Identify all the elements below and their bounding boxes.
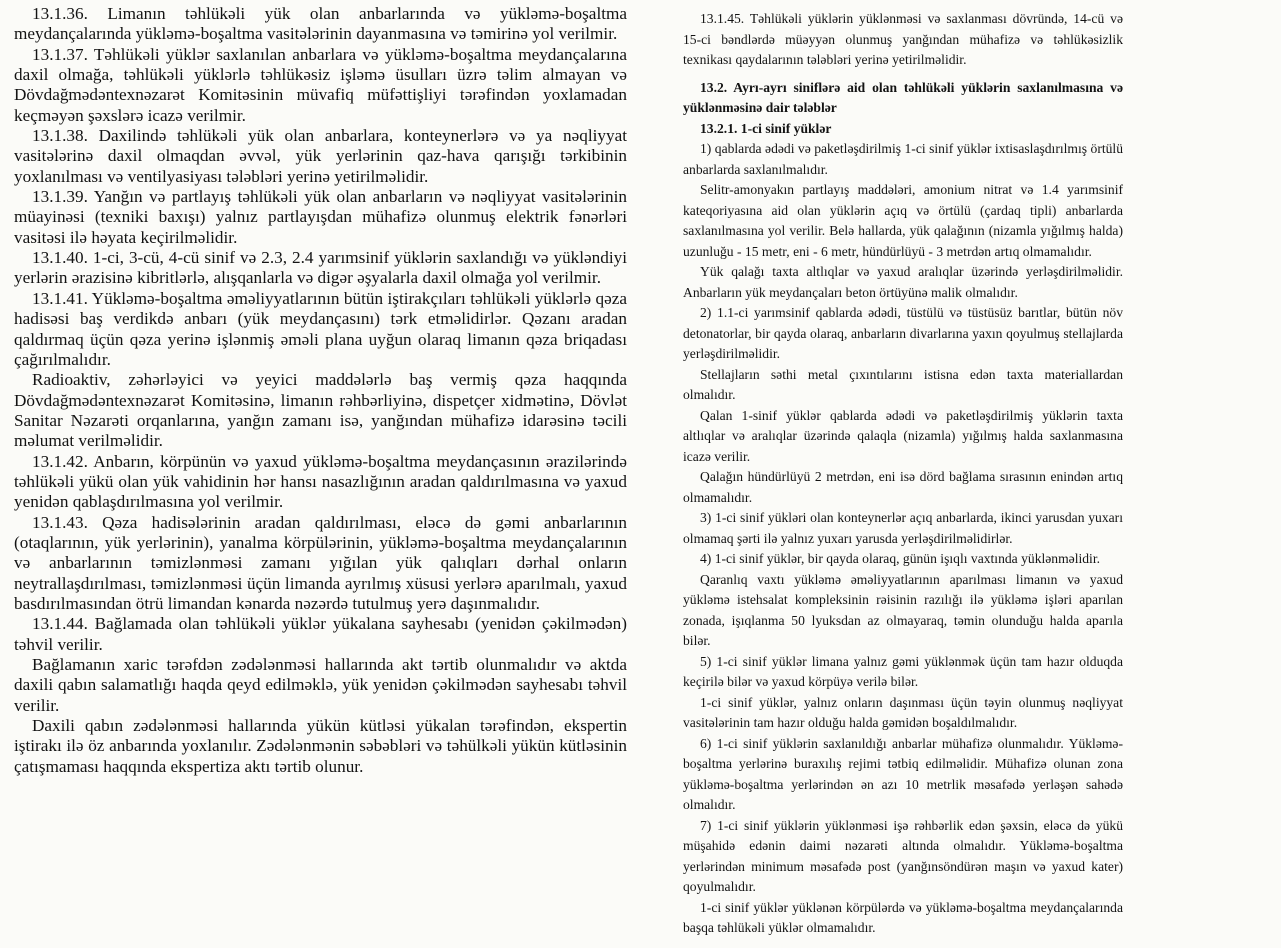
para-1ci-dasinma: 1-ci sinif yüklər, yalnız onların daşınması üçün təyin olunmuş nəqliyyat vasitələrinin tam hazır olduğu halda gəmidən boşaldılmalıdır. — [683, 694, 1123, 730]
para-item-3: 3) 1-ci sinif yükləri olan konteynerlər açıq anbarlarda, ikinci yarusdan yuxarı olmamaq şərti ilə yalnız yuxarı yarusda yerləşdirilməlidirlər. — [683, 510, 1123, 546]
para-item-6: 6) 1-ci sinif yüklərin saxlanıldığı anbarlar mühafizə olunmalıdır. Yükləmə-boşaltma yerlərinə buraxılış rejimi tətbiq edilməlidir. Mühafizə olunan zona yükləmə-boşaltma yerlərindən ən azı 10 metrlik məsafədə yerləşən sahədə olmalıdır. — [683, 735, 1123, 812]
para-yuk-qalagi: Yük qalağı taxta altlıqlar və yaxud aralıqlar üzərində yerləşdirilməlidir. Anbarların yük meydançaları beton örtüyünə malik olmalıdır. — [683, 264, 1123, 300]
para-item-5: 5) 1-ci sinif yüklər limana yalnız gəmi yüklənmək üçün tam hazır olduqda keçirilə bilər və yaxud körpüyə verilə bilər. — [683, 653, 1123, 689]
para-item-7: 7) 1-ci sinif yüklərin yüklənməsi işə rəhbərlik edən şəxsin, eləcə də yükü müşahidə edənin daimi nəzarəti altında olmalıdır. Yükləmə-boşaltma yerlərindən minimum məsafədə post (yanğınsöndürən maşın və yaxud kater) qoyulmalıdır. — [683, 817, 1123, 894]
para-13-1-38: 13.1.38. Daxilində təhlükəli yük olan anbarlara, konteynerlərə və ya nəqliyyat vasitələrinə daxil olmaqdan əvvəl, yük yerlərinin qaz-hava qarışığı tərkibinin yoxlanılması və ventilyasiyası tələbləri yerinə yetirilməlidir. — [14, 126, 627, 186]
para-13-1-41: 13.1.41. Yükləmə-boşaltma əməliyyatlarının bütün iştirakçıları təhlükəli yüklərlə qəza hadisəsi baş verdikdə anbarı (yük meydançasını) tərk etməlidirlər. Qəzanı aradan qaldırmaq üçün qəza yerinə işlənmiş əməli plana uyğun olaraq limanın qəza briqadası çağırılmalıdır. — [14, 288, 627, 369]
para-item-4: 4) 1-ci sinif yüklər, bir qayda olaraq, günün işıqlı vaxtında yüklənməlidir. — [700, 551, 1101, 566]
para-13-1-39: 13.1.39. Yanğın və partlayış təhlükəli yük olan anbarların və nəqliyyat vasitələrinin müayinəsi (texniki baxışı) yalnız partlayışdan mühafizə olunmuş elektrik fənərləri vasitəsi ilə həyata keçirilməlidir. — [14, 187, 627, 247]
para-13-1-45: 13.1.45. Təhlükəli yüklərin yüklənməsi və saxlanması dövründə, 14-cü və 15-ci bəndlərdə müəyyən olunmuş yanğından mühafizə və təhlükəsizlik texnikası qaydalarının tələbləri yerinə yetirilməlidir. — [683, 11, 1123, 67]
para-daxili-qabin: Daxili qabın zədələnməsi hallarında yükün kütləsi yükalan tərəfindən, ekspertin iştirakı ilə öz anbarında yoxlanılır. Zədələnmənin səbəbləri və təhülkəli yükün kütləsinin çatışmaması haqqında ekspertiza aktı tərtib olunur. — [14, 716, 627, 776]
left-page-column — [14, 4, 627, 777]
para-13-1-44: 13.1.44. Bağlamada olan təhlükəli yüklər yükalana sayhesabı (yenidən çəkilmədən) təhvil verilir. — [14, 614, 627, 654]
para-item-2: 2) 1.1-ci yarımsinif qablarda ədədi, tüstülü və tüstüsüz barıtlar, bütün növ detonatorlar, bir qayda olaraq, anbarların divarlarına yaxın qoyulmuş stellajlarda yerləşdirilməlidir. — [683, 305, 1123, 361]
para-selitr: Selitr-amonyakın partlayış maddələri, amonium nitrat və 1.4 yarımsinif kateqoriyasına aid olan yüklərin açıq və örtülü (çardaq tipli) anbarlarda saxlanılmasına yol verilir. Belə hallarda, yük qalağının (nizamla yığılmış halda) uzunluğu - 15 metr, eni - 6 metr, hündürlüyü - 3 metrdən artıq olmamalıdır. — [683, 182, 1123, 259]
para-baglamanin: Bağlamanın xaric tərəfdən zədələnməsi hallarında akt tərtib olunmalıdır və aktda daxili qabın salamatlığı haqda qeyd edilməklə, yük yenidən çəkilmədən sayhesabı təhvil verilir. — [14, 655, 627, 715]
para-qalagin: Qalağın hündürlüyü 2 metrdən, eni isə dörd bağlama sırasının enindən artıq olmamalıdır. — [683, 469, 1123, 505]
para-13-1-36: 13.1.36. Limanın təhlükəli yük olan anbarlarında və yükləmə-boşaltma meydançalarında yükləmə-boşaltma vasitələrinin dayanmasına və təmirinə yol verilmir. — [14, 4, 627, 44]
para-stellajlarin: Stellajların səthi metal çıxıntılarını istisna edən taxta materiallardan olmalıdır. — [683, 366, 1123, 402]
heading-13-2-1: 13.2.1. 1-ci sinif yüklər — [700, 120, 832, 136]
para-13-1-43: 13.1.43. Qəza hadisələrinin aradan qaldırılması, eləcə də gəmi anbarlarının (otaqlarının, yük yerlərinin), yanalma körpülərinin, yükləmə-boşaltma meydançalarının və anbarlarının təmizlənməsi zamanı yığılan yük qalıqları dərhal onların neytrallaşdırılması, təmizlənməsi üçün limanda ayrılmış xüsusi yerlərə aparılmalı, yaxud basdırılmasından ötrü limandan kənarda nəzərdə tutulmuş yerə daşınmalıdır. — [14, 512, 627, 613]
para-13-1-37: 13.1.37. Təhlükəli yüklər saxlanılan anbarlara və yükləmə-boşaltma meydançalarına daxil olmağa, təhlükəli yüklərlə təhlükəsiz işləmə üsulları üzrə təlim almayan və Dövdağmədəntexnəzarət Komitəsinin müvafiq müfəttişliyi tərəfindən yoxlamadan keçməyən şəxslərə icazə verilmir. — [14, 44, 627, 125]
para-13-1-42: 13.1.42. Anbarın, körpünün və yaxud yükləmə-boşaltma meydançasının ərazilərində təhlükəli yükü olan yük vahidinin hər hansı nasazlığının aradan qaldırılmasına və yaxud yenidən qablaşdırılmasına yol verilmir. — [14, 451, 627, 512]
para-qalan: Qalan 1-sinif yüklər qablarda ədədi və paketləşdirilmiş yüklərin taxta altlıqlar və aralıqlar üzərində qalaqla (nizamla) yığılmış halda saxlanmasına icazə verilir. — [683, 407, 1123, 464]
para-13-1-40: 13.1.40. 1-ci, 3-cü, 4-cü sinif və 2.3, 2.4 yarımsinif yüklərin saxlandığı və yükləndiyi yerlərin ərazisinə kibritlərlə, alışqanlarla və digər əşyalarla daxil olmağa yol verilmir. — [14, 248, 627, 288]
para-1ci-korpulerde: 1-ci sinif yüklər yüklənən körpülərdə və yükləmə-boşaltma meydançalarında başqa təhlükəli yüklər olmamalıdır. — [683, 899, 1123, 935]
para-qaranliq: Qaranlıq vaxtı yükləmə əməliyyatlarının aparılması limanın və yaxud yükləmə istehsalat kompleksinin rəisinin razılığı ilə yükləmə işləri aparılan zonada, işıqlanma 50 lyuksdan az olmayaraq, təmin olunduğu halda aparıla bilər. — [683, 571, 1123, 648]
right-page-column — [683, 9, 1123, 939]
heading-13-2: 13.2. Ayrı-ayrı siniflərə aid olan təhlükəli yüklərin saxlanılmasına və yüklənməsinə dair tələblər — [683, 79, 1123, 115]
para-item-1: 1) qablarda ədədi və paketləşdirilmiş 1-ci sinif yüklər ixtisaslaşdırılmış örtülü anbarlarda saxlanılmalıdır. — [683, 141, 1123, 177]
para-radioaktiv: Radioaktiv, zəhərləyici və yeyici maddələrlə baş vermiş qəza haqqında Dövdağmədəntexnəzarət Komitəsinə, limanın rəhbərliyinə, dispetçer xidmətinə, Dövlət Sanitar Nəzarəti orqanlarına, yanğın zamanı isə, yanğından mühafizə idarəsinə təcili məlumat verilməlidir. — [14, 370, 627, 451]
